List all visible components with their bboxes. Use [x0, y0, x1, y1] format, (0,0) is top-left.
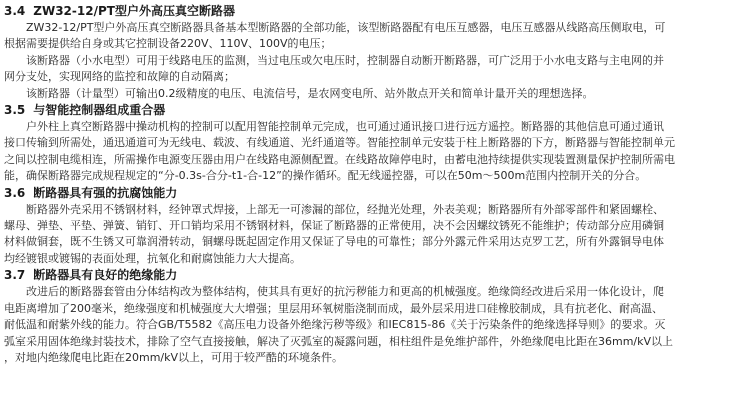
paragraph-line: ZW32-12/PT型户外高压真空断路器具备基本型断路器的全部功能，该型断路器配有电压互感器，电压互感器从线路高压侧取电，可 — [26, 21, 666, 34]
paragraph — [4, 86, 746, 102]
paragraph-line: 耐低温和耐紫外线的能力。符合GB/T5582《高压电力设备外绝缘污秽等级》和IEC815-86《关于污染条件的绝缘选择导则》的要求。灭 — [4, 318, 666, 332]
paragraph-line: 接口传输到所需处，通迅通道可为无线电、载波、有线通道、光纤通道等。智能控制单元安装于柱上断路器的下方，断路器与智能控制单元 — [4, 136, 675, 150]
section-heading — [4, 267, 746, 284]
paragraph-line: ，对地内绝缘爬电比距在20mm/kV以上，可用于较严酷的环境条件。 — [4, 350, 344, 364]
paragraph-line: 之间以控制电缆相连，所需操作电源变压器由用户在线路电源侧配置。在线路故障停电时，由蓄电池持续提供实现装置测量保护控制所需电 — [4, 152, 675, 166]
section-3-6 — [4, 185, 746, 268]
section-heading — [4, 3, 746, 20]
paragraph — [4, 119, 746, 185]
paragraph-line: 根据需要提供给自身或其它控制设备220V、110V、100V的电压； — [4, 37, 332, 51]
section-number: 3.4 — [4, 4, 26, 18]
section-number: 3.7 — [4, 268, 26, 283]
paragraph-line: 材料做铜套，既不生锈又可靠润滑转动，铜螺母既起固定作用又保证了导电的可靠性；部分外露元件采用达克罗工艺，所有外露铜导电体 — [4, 235, 664, 249]
section-3-4 — [4, 3, 746, 102]
paragraph — [4, 20, 746, 53]
section-title: ZW32-12/PT型户外高压真空断路器 — [33, 4, 235, 18]
section-number: 3.5 — [4, 103, 26, 118]
section-number: 3.6 — [4, 185, 26, 200]
paragraph — [4, 202, 746, 268]
paragraph-line: 螺母、弹垫、平垫、弹簧、销钉、开口销均采用不锈钢材料，保证了断路器的正常使用，决不会因螺纹锈死不能维护；传动部分应用磷铜 — [4, 219, 664, 233]
paragraph-line: 电距离增加了200毫米，绝缘强度和机械强度大大增强；里层用环氧树脂浇制而成，最外层采用进口硅橡胶制成，具有抗老化、耐高温、 — [4, 301, 663, 315]
section-3-7 — [4, 267, 746, 366]
section-heading — [4, 102, 746, 119]
paragraph — [4, 53, 746, 86]
section-title: 断路器具有良好的绝缘能力 — [33, 268, 178, 283]
paragraph-line: 均经镀银或镀锡的表面处理，抗氧化和耐腐蚀能力大大提高。 — [4, 251, 301, 265]
paragraph-line: 能，确保断路器完成规程规定的“分-0.3s-合分-t1-合-12”的操作循环。配无线遥控器，可以在50m～500m范围内控制开关的分合。 — [4, 169, 647, 183]
section-heading — [4, 185, 746, 202]
paragraph — [4, 284, 746, 366]
paragraph-line: 该断路器（小水电型）可用于线路电压的监测，当过电压或欠电压时，控制器自动断开断路器，可广泛用于小水电支路与主电网的并 — [26, 53, 664, 67]
section-title: 与智能控制器组成重合器 — [33, 103, 166, 118]
document-page — [4, 3, 746, 366]
section-3-5 — [4, 102, 746, 185]
paragraph-line: 弧室采用固体绝缘封装技术，排除了空气直接接触，解决了灭弧室的凝露问题，相柱组件是免维护部件，外绝缘爬电比距在36mm/kV以上 — [4, 334, 674, 348]
section-title: 断路器具有强的抗腐蚀能力 — [33, 185, 178, 200]
paragraph-line: 断路器外壳采用不锈钢材料，经钟罩式焊接，上部无一可渗漏的部位，经抛光处理，外表美观；断路器所有外部零部件和紧固螺栓、 — [26, 202, 664, 216]
paragraph-line: 该断路器（计量型）可输出0.2级精度的电压、电流信号，是农网变电所、站外散点开关和简单计量开关的理想选择。 — [26, 86, 594, 100]
paragraph-line: 改进后的断路器套管由分体结构改为整体结构，使其具有更好的抗污秽能力和更高的机械强度。绝缘筒经改进后采用一体化设计，爬 — [26, 285, 664, 299]
paragraph-line: 户外柱上真空断路器中操动机构的控制可以配用智能控制单元完成，也可通过通讯接口进行远方遥控。断路器的其他信息可通过通讯 — [26, 120, 664, 134]
paragraph-line: 网分支处，实现网络的监控和故障的自动隔离； — [4, 70, 235, 84]
